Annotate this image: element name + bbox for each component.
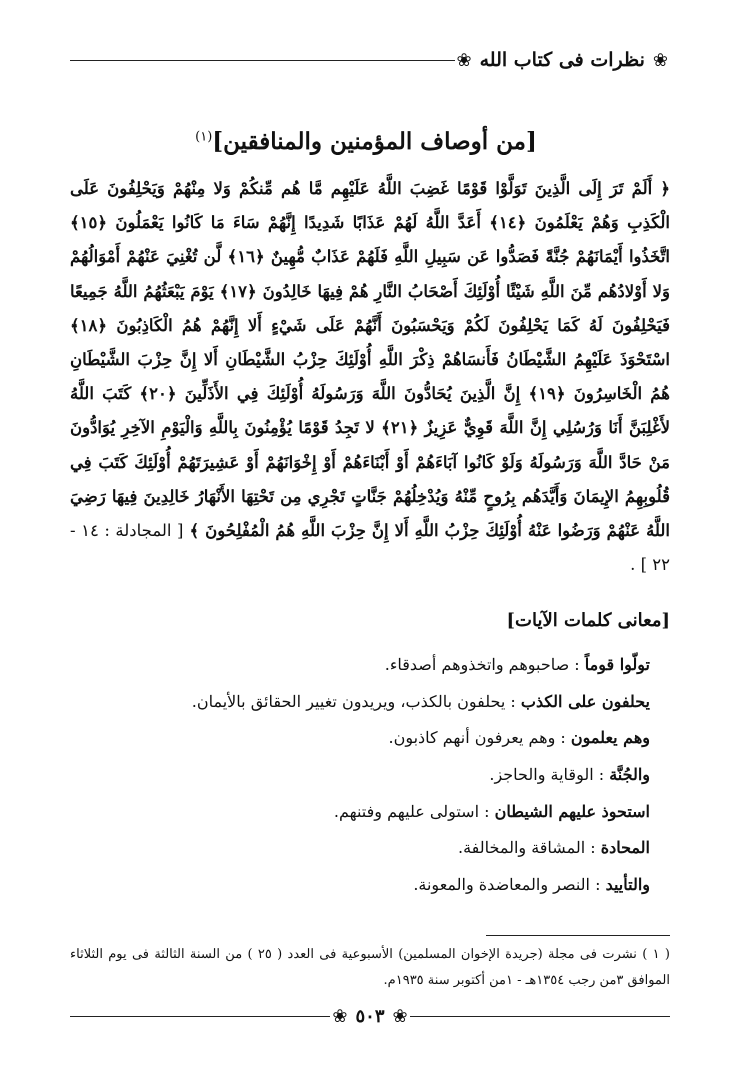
list-item: المحادة : المشاقة والمخالفة. bbox=[457, 838, 650, 858]
flower-ornament-icon: ❀ bbox=[332, 1005, 348, 1027]
section-title bbox=[0, 128, 732, 155]
footnote: ( ١ ) نشرت فى مجلة (جريدة الإخوان المسلمين) الأسبوعية فى العدد ( ٢٥ ) من السنة الثالثة فى يوم الثلاثاء الموافق ٣من رجب ١٣٥٤هـ - ١من أكتوبر سنة ١٩٣٥م. bbox=[70, 947, 670, 988]
footnote-divider bbox=[486, 935, 670, 936]
list-item: والجُنَّة : الوقاية والحاجز. bbox=[489, 765, 650, 785]
footnote-marker: (١) bbox=[195, 129, 213, 145]
flower-ornament-icon: ❀ bbox=[456, 49, 472, 71]
section-title-text: [من أوصاف المؤمنين والمنافقين] bbox=[212, 128, 537, 155]
meaning-term: المحادة bbox=[600, 838, 650, 858]
meaning-definition: استولى عليهم وفتنهم. bbox=[333, 801, 480, 821]
verse-text: ﴿ أَلَمْ تَرَ إِلَى الَّذِينَ تَوَلَّوْا قَوْمًا غَضِبَ اللَّهُ عَلَيْهِم مَّا هُم مِّنكُمْ وَلا مِنْهُمْ وَيَحْلِفُونَ عَلَى الْكَذِبِ وَهُمْ يَعْلَمُونَ ﴿١٤﴾ أَعَدَّ اللَّهُ لَهُمْ عَذَابًا شَدِيدًا إِنَّهُمْ سَاءَ مَا كَانُوا يَعْمَلُونَ ﴿١٥﴾ اتَّخَذُوا أَيْمَانَهُمْ جُنَّةً فَصَدُّوا عَن سَبِيلِ اللَّهِ فَلَهُمْ عَذَابٌ مُّهِينٌ ﴿١٦﴾ لَّن تُغْنِيَ عَنْهُمْ أَمْوَالُهُمْ وَلا أَوْلادُهُم مِّنَ اللَّهِ شَيْئًا أُوْلَئِكَ أَصْحَابُ النَّارِ هُمْ فِيهَا خَالِدُونَ ﴿١٧﴾ يَوْمَ يَبْعَثُهُمُ اللَّهُ جَمِيعًا فَيَحْلِفُونَ لَهُ كَمَا يَحْلِفُونَ لَكُمْ وَيَحْسَبُونَ أَنَّهُمْ عَلَى شَيْءٍ أَلا إِنَّهُمْ هُمُ الْكَاذِبُونَ ﴿١٨﴾ اسْتَحْوَذَ عَلَيْهِمُ الشَّيْطَانُ فَأَنسَاهُمْ ذِكْرَ اللَّهِ أُوْلَئِكَ حِزْبُ الشَّيْطَانِ أَلا إِنَّ حِزْبَ الشَّيْطَانِ هُمُ الْخَاسِرُونَ ﴿١٩﴾ إِنَّ الَّذِينَ يُحَادُّونَ اللَّهَ وَرَسُولَهُ أُوْلَئِكَ فِي الأَذَلِّينَ ﴿٢٠﴾ كَتَبَ اللَّهُ لأَغْلِبَنَّ أَنَا وَرُسُلِي إِنَّ اللَّهَ قَوِيٌّ عَزِيزٌ ﴿٢١﴾ لا تَجِدُ قَوْمًا يُؤْمِنُونَ بِاللَّهِ وَالْيَوْمِ الآخِرِ يُوَادُّونَ مَنْ حَادَّ اللَّهَ وَرَسُولَهُ وَلَوْ كَانُوا آبَاءَهُمْ أَوْ أَبْنَاءَهُمْ أَوْ إِخْوَانَهُمْ أَوْ عَشِيرَتَهُمْ أُوْلَئِكَ كَتَبَ فِي قُلُوبِهِمُ الإِيمَانَ وَأَيَّدَهُم بِرُوحٍ مِّنْهُ وَيُدْخِلُهُمْ جَنَّاتٍ تَجْرِي مِن تَحْتِهَا الأَنْهَارُ خَالِدِينَ فِيهَا رَضِيَ اللَّهُ عَنْهُمْ وَرَضُوا عَنْهُ أُوْلَئِكَ حِزْبُ اللَّهِ أَلا إِنَّ حِزْبَ اللَّهِ هُمُ الْمُفْلِحُونَ ﴾ bbox=[70, 179, 671, 541]
meaning-term: وهم يعلمون bbox=[570, 728, 650, 748]
verse-reference: [ المجادلة : ١٤ - ٢٢ ] . bbox=[70, 521, 670, 575]
list-item: استحوذ عليهم الشيطان : استولى عليهم وفتنهم. bbox=[333, 801, 650, 821]
meaning-term: يحلفون على الكذب bbox=[520, 691, 650, 711]
meaning-term: تولّوا قوماً bbox=[584, 655, 650, 674]
word-meanings-list bbox=[70, 650, 650, 907]
meanings-heading: [معانى كلمات الآيات] bbox=[506, 610, 670, 631]
meaning-term: والجُنَّة bbox=[609, 765, 650, 785]
list-item: وهم يعلمون : وهم يعرفون أنهم كاذبون. bbox=[388, 728, 650, 748]
list-item: والتأييد : النصر والمعاضدة والمعونة. bbox=[413, 875, 650, 895]
quran-verses bbox=[70, 172, 670, 582]
flower-ornament-icon: ❀ bbox=[652, 49, 668, 71]
running-header bbox=[70, 42, 670, 78]
list-item: يحلفون على الكذب : يحلفون بالكذب، ويريدون تغيير الحقائق بالأيمان. bbox=[191, 691, 650, 711]
meaning-definition: صاحبوهم واتخذوهم أصدقاء. bbox=[384, 655, 570, 674]
meaning-definition: النصر والمعاضدة والمعونة. bbox=[413, 875, 590, 895]
running-header-title: نظرات فى كتاب الله bbox=[479, 49, 645, 71]
flower-ornament-icon: ❀ bbox=[392, 1005, 408, 1027]
meaning-definition: يحلفون بالكذب، ويريدون تغيير الحقائق بالأيمان. bbox=[191, 691, 506, 711]
header-rule bbox=[70, 60, 455, 61]
meaning-definition: المشاقة والمخالفة. bbox=[457, 838, 586, 858]
meaning-term: استحوذ عليهم الشيطان bbox=[494, 801, 650, 821]
meaning-definition: وهم يعرفون أنهم كاذبون. bbox=[388, 728, 556, 748]
meaning-term: والتأييد bbox=[605, 875, 650, 895]
footer-rule bbox=[70, 1016, 330, 1017]
meaning-definition: الوقاية والحاجز. bbox=[489, 765, 594, 785]
page-footer bbox=[70, 1002, 670, 1030]
page-number: ٥٠٣ bbox=[355, 1005, 385, 1027]
list-item: تولّوا قوماً : صاحبوهم واتخذوهم أصدقاء. bbox=[384, 655, 650, 674]
footer-rule bbox=[410, 1016, 670, 1017]
